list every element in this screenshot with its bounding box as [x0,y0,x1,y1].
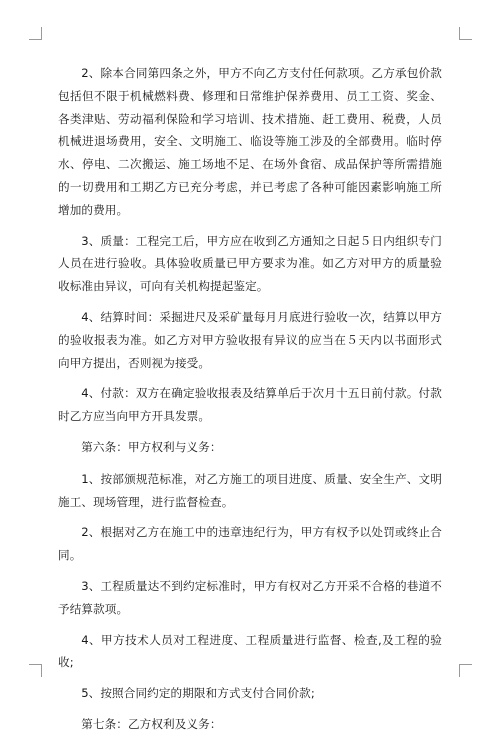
article-six-item-2: 2、根据对乙方在施工中的违章违纪行为，甲方有权予以处罚或终止合同。 [58,525,442,563]
clause-settlement-time: 4、结算时间：采掘进尺及采矿量每月月底进行验收一次，结算以甲方的验收报表为准。如乙方对甲方验收报有异议的应当在５天内以书面形式向甲方提出，否则视为接受。 [58,309,442,370]
article-six-item-1: 1、按部颁规范标准，对乙方施工的项目进度、质量、安全生产、文明施工、现场管理，进行监督检查。 [58,471,442,509]
crop-mark-bottom-right [459,664,472,677]
article-six-heading: 第六条：甲方权利与义务： [81,439,222,454]
article-six-item-5: 5、按照合同约定的期限和方式支付合同价款; [81,686,315,701]
crop-mark-top-right [459,27,472,40]
article-six-item-4: 4、甲方技术人员对工程进度、工程质量进行监督、检查,及工程的验收; [58,632,442,670]
document-body [58,62,442,745]
article-seven-heading: 第七条：乙方权利及义务： [81,716,222,731]
crop-mark-top-left [29,27,42,40]
clause-payment-scope: 2、除本合同第四条之外，甲方不向乙方支付任何款项。乙方承包价款包括但不限于机械燃料费、修理和日常维护保养费用、员工工资、奖金、各类津贴、劳动福利保险和学习培训、技术措施、赶工费用、税费，人员机械进退场费用，安全、文明施工、临设等施工涉及的全部费用。临时停水、停电、二次搬运、施工场地不足、在场外食宿、成品保护等所需措施的一切费用和工期乙方已充分考虑，并已考虑了各种可能因素影响施工所增加的费用。 [58,66,442,217]
clause-payment: 4、付款：双方在确定验收报表及结算单后于次月十五日前付款。付款时乙方应当向甲方开具发票。 [58,386,442,424]
article-six-item-3: 3、工程质量达不到约定标准时，甲方有权对乙方开采不合格的巷道不予结算款项。 [58,578,442,616]
crop-mark-bottom-left [29,664,42,677]
clause-quality: 3、质量：工程完工后，甲方应在收到乙方通知之日起５日内组织专门人员在进行验收。具体验收质量已甲方要求为准。如乙方对甲方的质量验收标准由异议，可向有关机构提起鉴定。 [58,233,442,294]
